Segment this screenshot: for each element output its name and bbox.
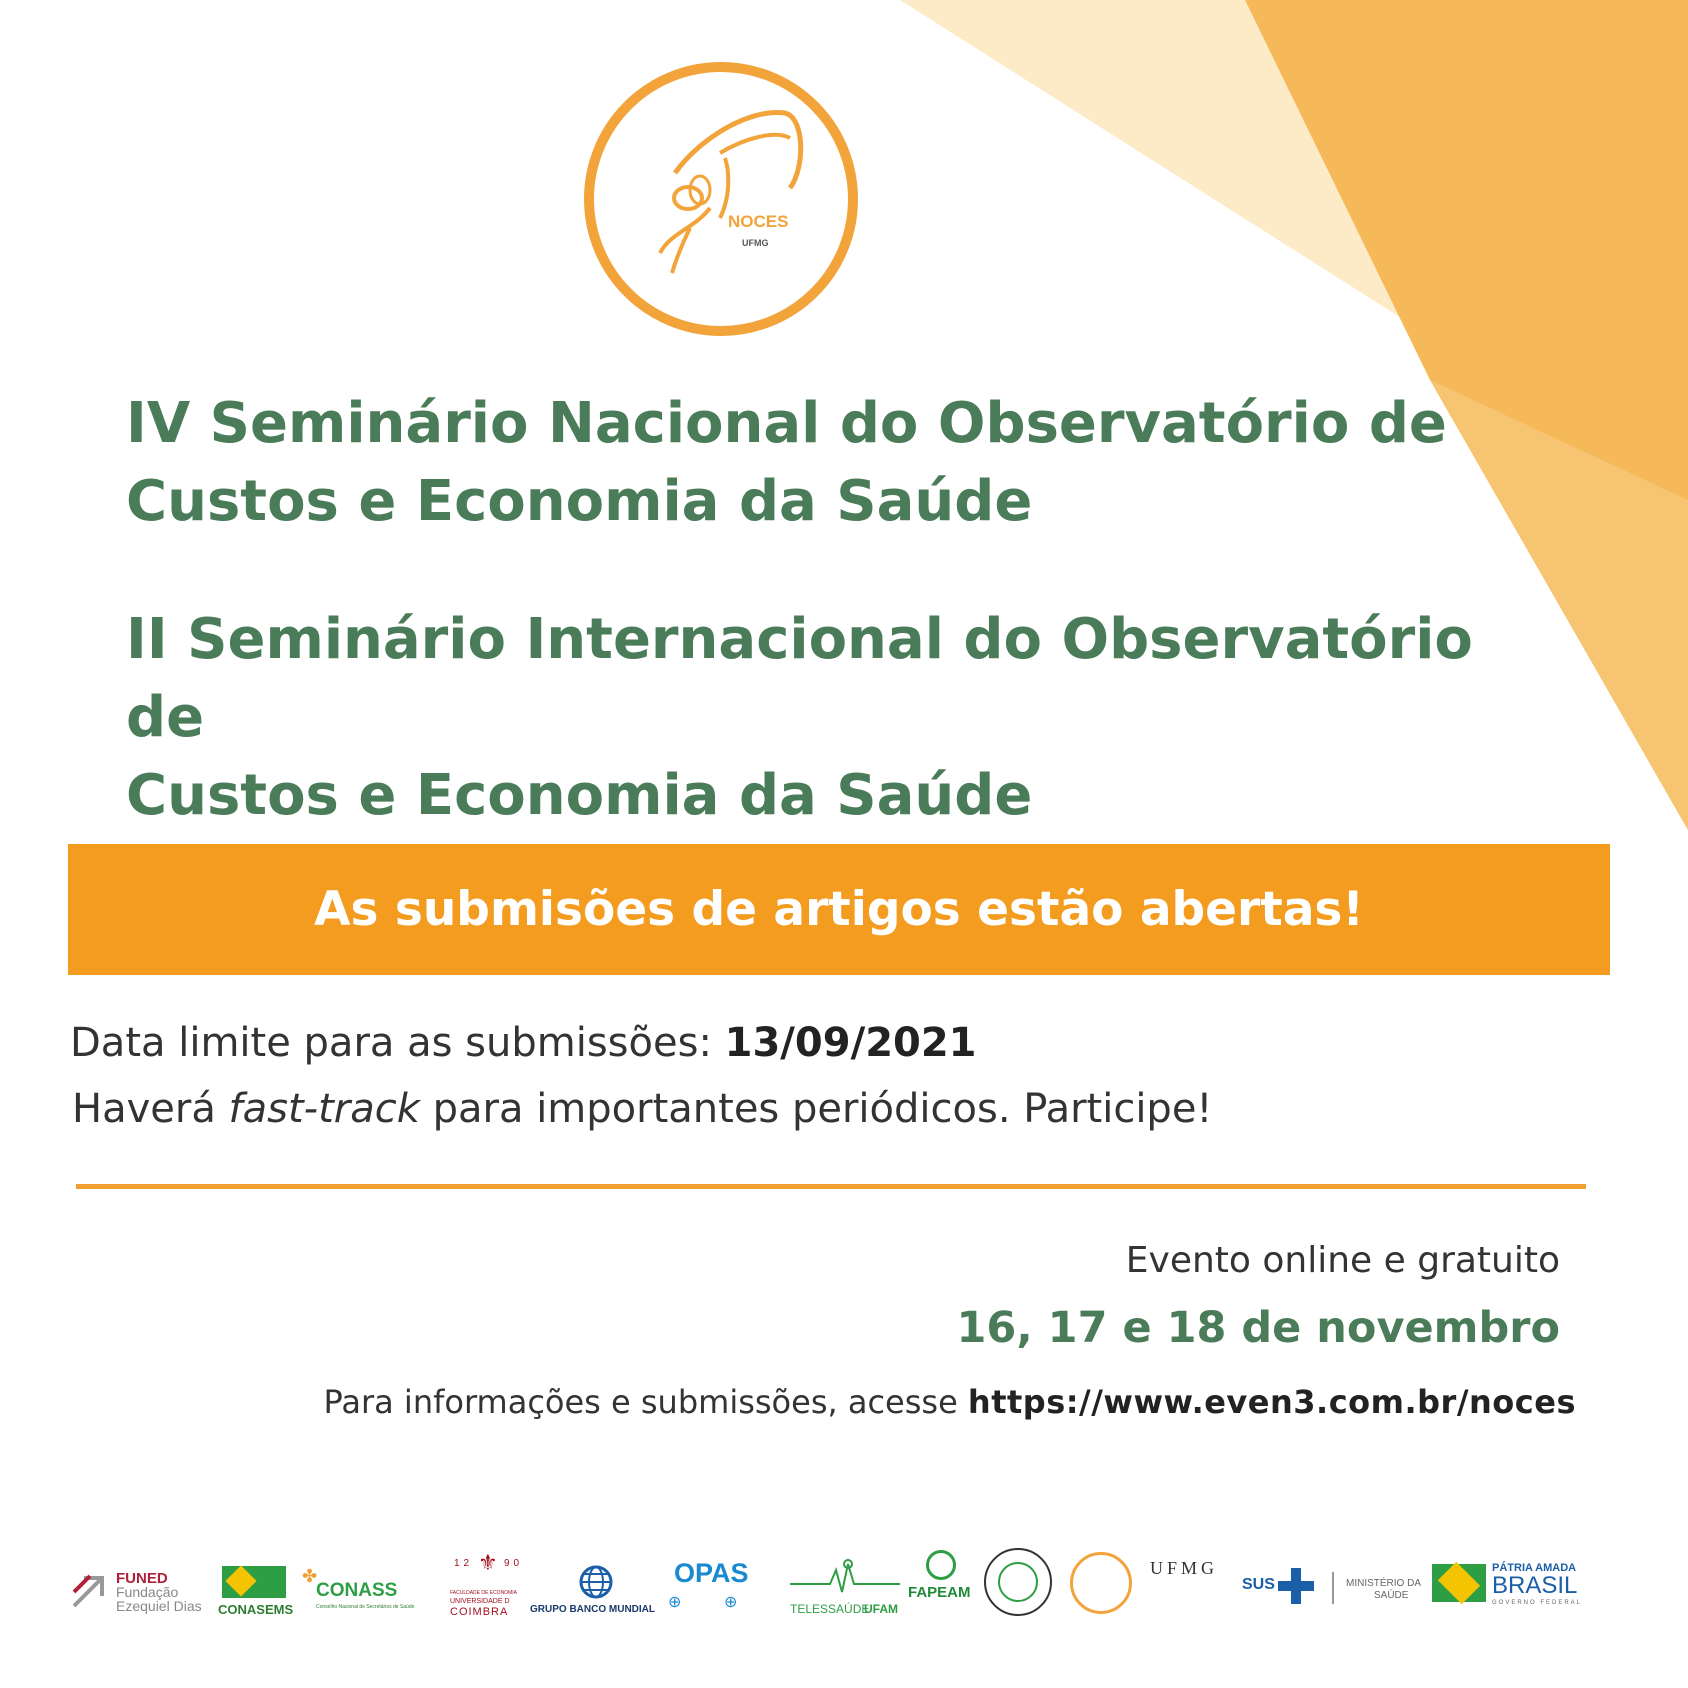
conass-sub: Conselho Nacional de Secretários de Saúde (316, 1604, 415, 1610)
fasttrack-text (72, 1086, 1212, 1132)
who-emblem-icon: ⊕ (724, 1594, 738, 1611)
conasems-logo (218, 1566, 294, 1618)
funed-line2: Ezequiel Dias (116, 1598, 202, 1614)
title-line: Custos e Economia da Saúde (126, 469, 1033, 534)
ministerio-logo (1332, 1572, 1422, 1608)
sus-cross-icon (1278, 1568, 1314, 1604)
logo-name: NOCES (728, 212, 789, 231)
brasil-line1: PÁTRIA AMADA (1492, 1562, 1577, 1574)
telessaude-name: TELESSAÚDE (790, 1602, 870, 1616)
globe-icon (578, 1564, 614, 1600)
banco-mundial-logo (530, 1564, 662, 1616)
event-url[interactable]: https://www.even3.com.br/noces (967, 1383, 1576, 1421)
ministerio-line1: MINISTÉRIO DA (1346, 1578, 1422, 1589)
funed-logo (70, 1570, 200, 1614)
sus-logo (1242, 1568, 1322, 1608)
event-dates: 16, 17 e 18 de novembro (956, 1303, 1560, 1353)
fapeam-logo (908, 1550, 976, 1618)
ministerio-line2: SAÚDE (1374, 1590, 1409, 1601)
opas-emblem-icon: ⊕ (668, 1594, 682, 1611)
brasil-line2: BRASIL (1492, 1572, 1578, 1599)
submissions-banner (68, 844, 1610, 975)
funed-arrow-icon (70, 1572, 108, 1610)
deadline-text (70, 1020, 977, 1066)
fapeam-name: FAPEAM (908, 1584, 971, 1601)
conass-logo (302, 1566, 442, 1616)
noces-logo (580, 58, 862, 340)
banner-text: As submisões de artigos estão abertas! (314, 882, 1364, 937)
coimbra-line1: FACULDADE DE ECONOMIA (450, 1590, 517, 1596)
ufmg-logo (1150, 1558, 1230, 1598)
coimbra-logo (450, 1548, 530, 1620)
coimbra-line3: COIMBRA (450, 1606, 509, 1618)
seal-inner (998, 1562, 1038, 1602)
opas-logo (668, 1558, 780, 1618)
coimbra-seal-icon: ⚜ (478, 1550, 498, 1575)
telessaude-org: UFAM (864, 1602, 898, 1616)
deadline-date: 13/09/2021 (724, 1020, 977, 1066)
fapeam-emblem (926, 1550, 956, 1580)
fasttrack-italic: fast-track (228, 1086, 420, 1132)
noces-small-ring (1070, 1552, 1132, 1614)
event-type: Evento online e gratuito (1125, 1240, 1560, 1281)
coimbra-year1: 12 (454, 1558, 474, 1569)
sus-name: SUS (1242, 1576, 1275, 1593)
fasttrack-before: Haverá (72, 1086, 229, 1132)
national-seminar-title (126, 385, 1526, 541)
funed-line1: Fundação (116, 1584, 179, 1600)
brasil-line3: GOVERNO FEDERAL (1492, 1600, 1583, 1606)
university-seal (984, 1548, 1054, 1618)
brasil-logo (1432, 1562, 1582, 1610)
fasttrack-after: para importantes periódicos. Participe! (419, 1086, 1213, 1132)
opas-name: OPAS (674, 1558, 749, 1588)
noces-small-logo (1070, 1552, 1134, 1616)
ministerio-divider (1332, 1572, 1334, 1604)
coimbra-year2: 90 (504, 1558, 524, 1569)
partner-logos (70, 1548, 1590, 1628)
info-prefix: Para informações e submissões, acesse (323, 1383, 968, 1421)
international-seminar-title (126, 601, 1526, 835)
title-line: IV Seminário Nacional do Observatório de (126, 391, 1447, 456)
title-line: Custos e Economia da Saúde (126, 763, 1033, 828)
conasems-name: CONASEMS (218, 1602, 294, 1617)
deadline-label: Data limite para as submissões: (70, 1020, 725, 1066)
telessaude-logo (790, 1558, 902, 1618)
conass-dots-icon: ✤ (302, 1566, 318, 1586)
banco-mundial-name: GRUPO BANCO MUNDIAL (530, 1604, 655, 1615)
ufmg-name: UFMG (1150, 1558, 1219, 1578)
divider-line (76, 1184, 1586, 1189)
conass-name: CONASS (316, 1580, 398, 1601)
logo-sub: UFMG (742, 238, 769, 248)
coimbra-line2: UNIVERSIDADE D (450, 1598, 510, 1605)
funed-name: FUNED (116, 1570, 168, 1587)
pulse-icon (790, 1558, 900, 1594)
info-line (324, 1383, 1576, 1421)
title-line: II Seminário Internacional do Observatório de (126, 607, 1473, 750)
